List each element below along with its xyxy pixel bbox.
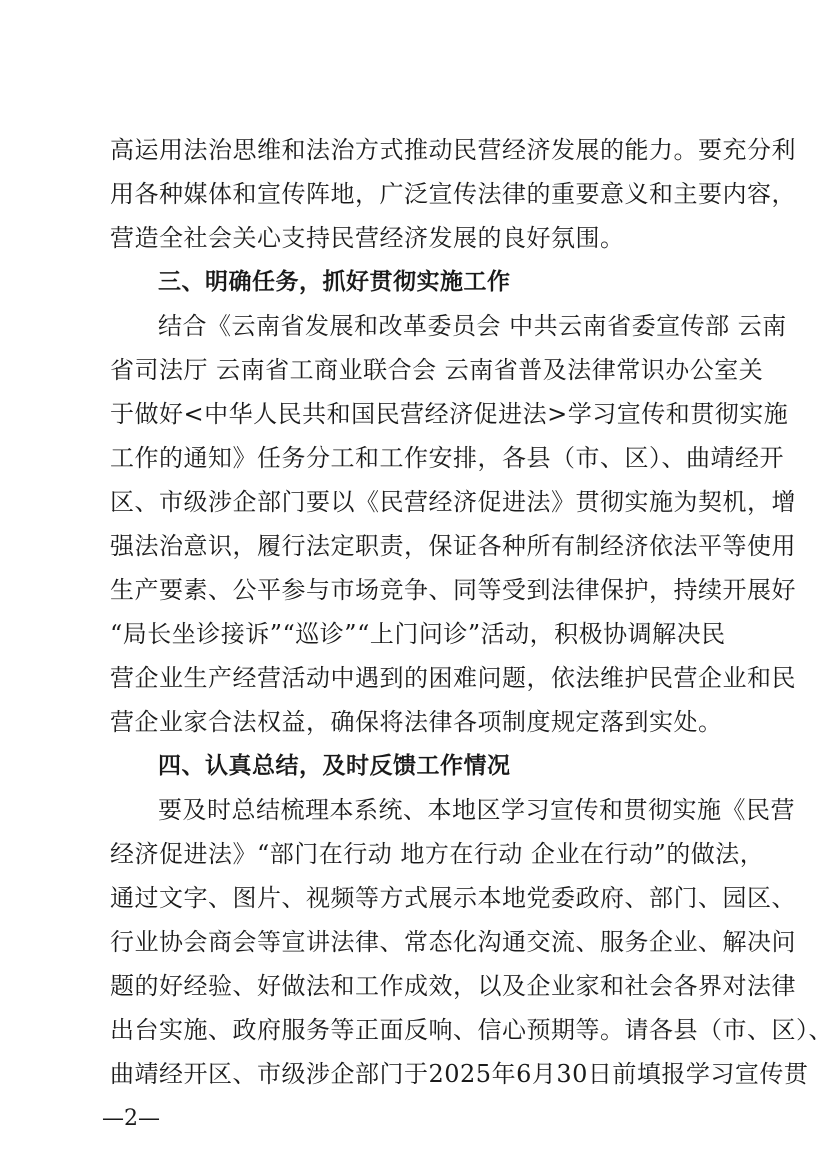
- section-4-line-6: 出台实施、政府服务等正面反响、信心预期等。请各县（市、区）、: [110, 1016, 833, 1044]
- section-3-line-3: 于做好<中华人民共和国民营经济促进法>学习宣传和贯彻实施: [110, 400, 789, 428]
- section-3-line-5: 区、市级涉企部门要以《民营经济促进法》贯彻实施为契机，增: [110, 488, 796, 516]
- section-3-line-6: 强法治意识，履行法定职责，保证各种所有制经济依法平等使用: [110, 532, 796, 560]
- section-3-line-9: 营企业生产经营活动中遇到的困难问题，依法维护民营企业和民: [110, 664, 796, 692]
- section-3-line-4: 工作的通知》任务分工和工作安排，各县（市、区）、曲靖经开: [110, 444, 784, 472]
- paragraph-1-line-3: 营造全社会关心支持民营经济发展的良好氛围。: [110, 224, 625, 252]
- section-4-line-1: 要及时总结梳理本系统、本地区学习宣传和贯彻实施《民营: [158, 796, 795, 824]
- section-4-line-5: 题的好经验、好做法和工作成效，以及企业家和社会各界对法律: [110, 972, 796, 1000]
- page-number: —2—: [102, 1106, 160, 1131]
- section-3-line-1: 结合《云南省发展和改革委员会 中共云南省委宣传部 云南: [158, 312, 787, 340]
- section-3-line-2: 省司法厅 云南省工商业联合会 云南省普及法律常识办公室关: [110, 356, 764, 384]
- section-4-line-2: 经济促进法》“部门在行动 地方在行动 企业在行动”的做法，: [110, 840, 765, 868]
- section-4-heading: 四、认真总结，及时反馈工作情况: [158, 753, 511, 779]
- section-3-line-10: 营企业家合法权益，确保将法律各项制度规定落到实处。: [110, 708, 723, 736]
- paragraph-1-line-1: 高运用法治思维和法治方式推动民营经济发展的能力。要充分利: [110, 136, 796, 164]
- section-3-heading: 三、明确任务，抓好贯彻实施工作: [158, 269, 511, 295]
- section-3-line-8: “局长坐诊接诉”“巡诊”“上门问诊”活动，积极协调解决民: [110, 620, 726, 648]
- paragraph-1-line-2: 用各种媒体和宣传阵地，广泛宣传法律的重要意义和主要内容，: [110, 180, 796, 208]
- section-4-line-4: 行业协会商会等宣讲法律、常态化沟通交流、服务企业、解决问: [110, 928, 796, 956]
- section-4-line-7: 曲靖经开区、市级涉企部门于2025年6月30日前填报学习宣传贯: [110, 1060, 809, 1088]
- section-3-line-7: 生产要素、公平参与市场竞争、同等受到法律保护，持续开展好: [110, 576, 796, 604]
- section-4-line-3: 通过文字、图片、视频等方式展示本地党委政府、部门、园区、: [110, 884, 796, 912]
